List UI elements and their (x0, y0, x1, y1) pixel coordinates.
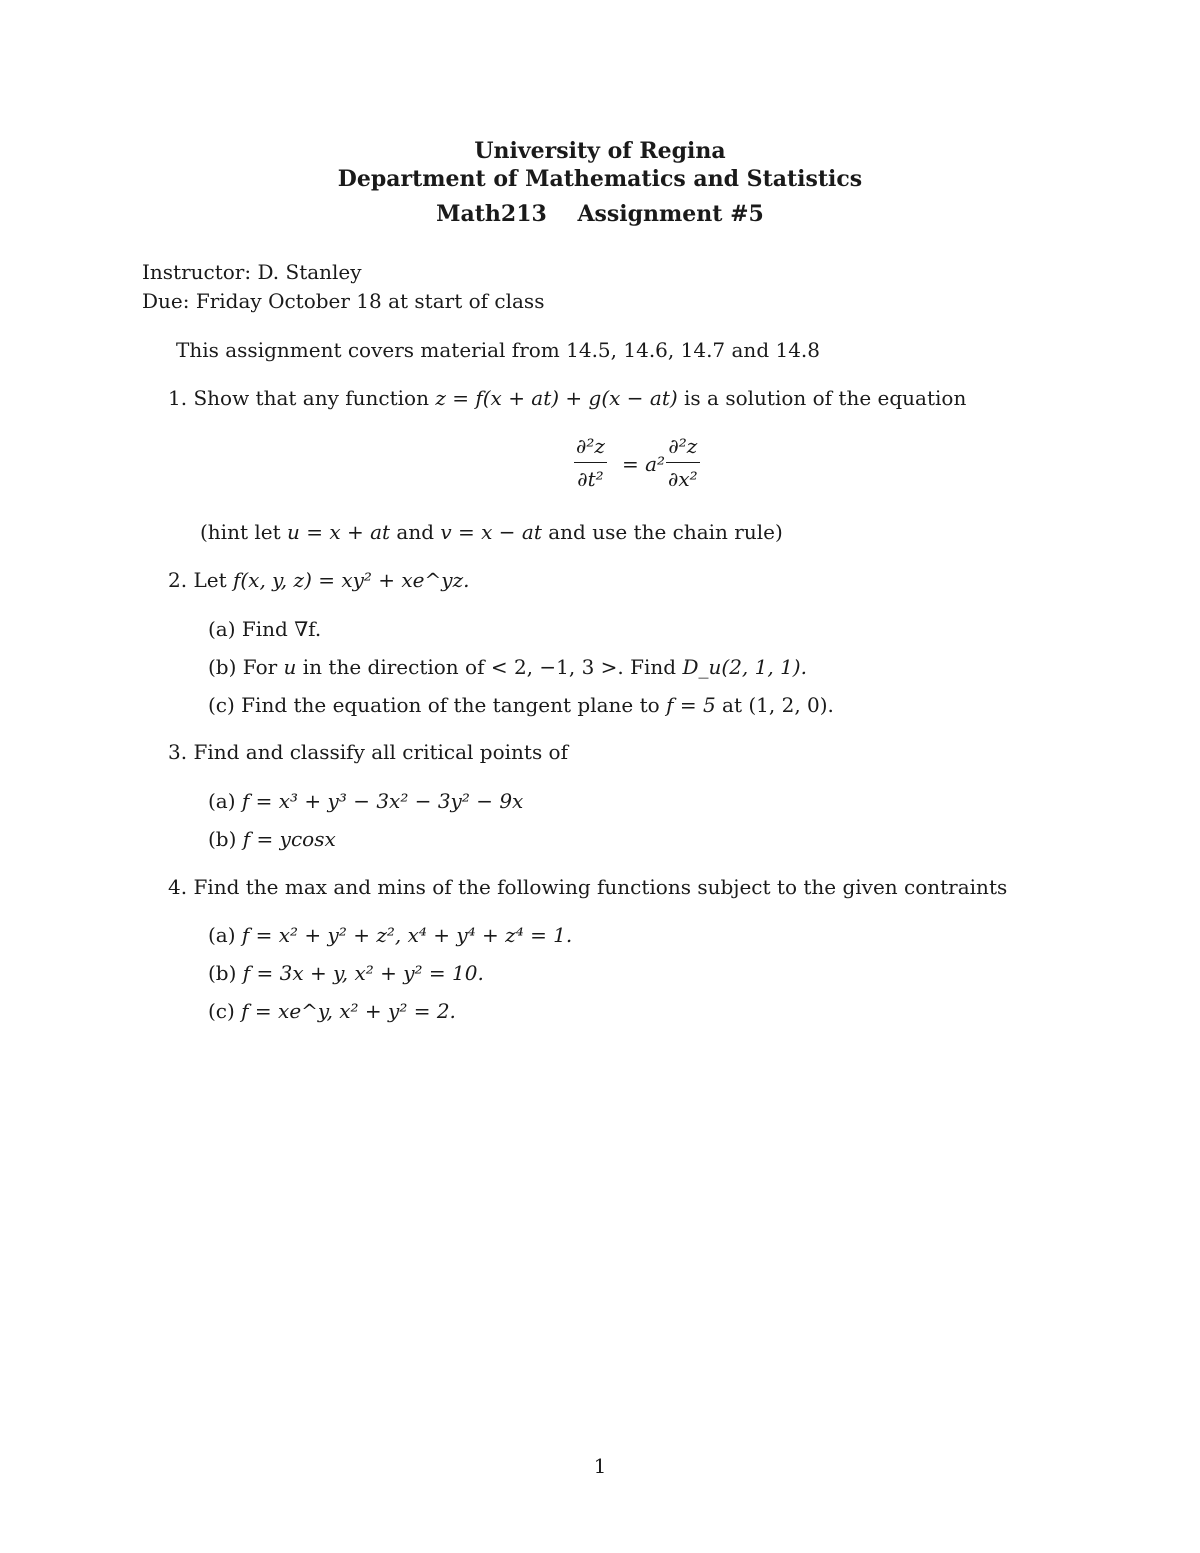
question-4c (208, 999, 456, 1023)
question-3-number: 3. (168, 740, 188, 764)
wave-equals-a-squared: = a² (622, 452, 666, 476)
question-3 (168, 740, 568, 764)
due-line: Due: Friday October 18 at start of class (142, 289, 545, 313)
question-1-text-a: Show that any function (193, 386, 429, 410)
wave-rhs-denominator: ∂x² (668, 467, 698, 491)
wave-rhs-fraction (666, 434, 700, 491)
question-2b-u: u (283, 655, 297, 679)
question-4a-label: (a) (208, 923, 236, 947)
wave-lhs-denominator: ∂t² (577, 467, 604, 491)
fraction-bar (574, 462, 607, 463)
department-title: Department of Mathematics and Statistics (337, 166, 863, 192)
question-4-number: 4. (168, 875, 188, 899)
question-3b (208, 827, 336, 851)
hint-text-a: (hint let (200, 520, 281, 544)
wave-lhs-numerator: ∂²z (576, 434, 605, 458)
intro-line: This assignment covers material from 14.5, 14.6, 14.7 and 14.8 (176, 338, 821, 362)
question-3a-formula: f = x³ + y³ − 3x² − 3y² − 9x (241, 789, 524, 813)
hint-text-b: and (396, 520, 435, 544)
university-title: University of Regina (474, 138, 726, 164)
question-4c-formula: f = xe^y, x² + y² = 2. (241, 999, 456, 1023)
question-2b-text-a: For (242, 655, 278, 679)
question-4a (208, 923, 572, 947)
question-2b-label: (b) (208, 655, 237, 679)
question-3a-label: (a) (208, 789, 236, 813)
course-code: Math213 (436, 201, 547, 227)
question-4b-label: (b) (208, 961, 237, 985)
wave-lhs-fraction (574, 434, 607, 491)
question-1-number: 1. (168, 386, 188, 410)
question-4b-formula: f = 3x + y, x² + y² = 10. (242, 961, 484, 985)
question-3b-formula: f = ycosx (242, 827, 336, 851)
question-4a-formula: f = x² + y² + z², x⁴ + y⁴ + z⁴ = 1. (241, 923, 573, 947)
wave-rhs-numerator: ∂²z (668, 434, 698, 458)
question-2b-text-b: in the direction of < 2, −1, 3 >. Find (302, 655, 677, 679)
question-2c-text-a: Find the equation of the tangent plane to (241, 693, 660, 717)
question-2-number: 2. (168, 568, 188, 592)
question-2c-label: (c) (208, 693, 235, 717)
fraction-bar (666, 462, 700, 463)
question-2b-directional-derivative: D_u(2, 1, 1). (682, 655, 807, 679)
question-1-text-b: is a solution of the equation (684, 386, 967, 410)
question-4 (168, 875, 1007, 899)
question-4-text: Find the max and mins of the following functions subject to the given contraints (193, 875, 1008, 899)
question-1-formula: z = f(x + at) + g(x − at) (435, 386, 678, 410)
question-2c (208, 693, 834, 717)
question-2a (208, 617, 321, 641)
question-2c-f: f = 5 (666, 693, 716, 717)
question-1-hint (200, 520, 783, 544)
question-2-formula: f(x, y, z) = xy² + xe^yz. (232, 568, 470, 592)
instructor-line: Instructor: D. Stanley (142, 260, 362, 284)
question-2 (168, 568, 469, 592)
question-3-text: Find and classify all critical points of (193, 740, 569, 764)
hint-u-substitution: u = x + at (286, 520, 391, 544)
question-4b (208, 961, 484, 985)
question-2a-label: (a) (208, 617, 236, 641)
question-2b (208, 655, 807, 679)
hint-v-substitution: v = x − at (440, 520, 542, 544)
hint-text-c: and use the chain rule) (548, 520, 783, 544)
question-3b-label: (b) (208, 827, 237, 851)
assignment-title (0, 201, 1200, 227)
question-2c-text-b: at (1, 2, 0). (722, 693, 834, 717)
question-3a (208, 789, 523, 813)
assignment-number: Assignment #5 (577, 201, 764, 227)
question-2a-text: Find ∇f. (241, 617, 322, 641)
page-number: 1 (593, 1454, 607, 1478)
question-2-text: Let (193, 568, 227, 592)
question-1 (168, 386, 966, 410)
question-4c-label: (c) (208, 999, 235, 1023)
